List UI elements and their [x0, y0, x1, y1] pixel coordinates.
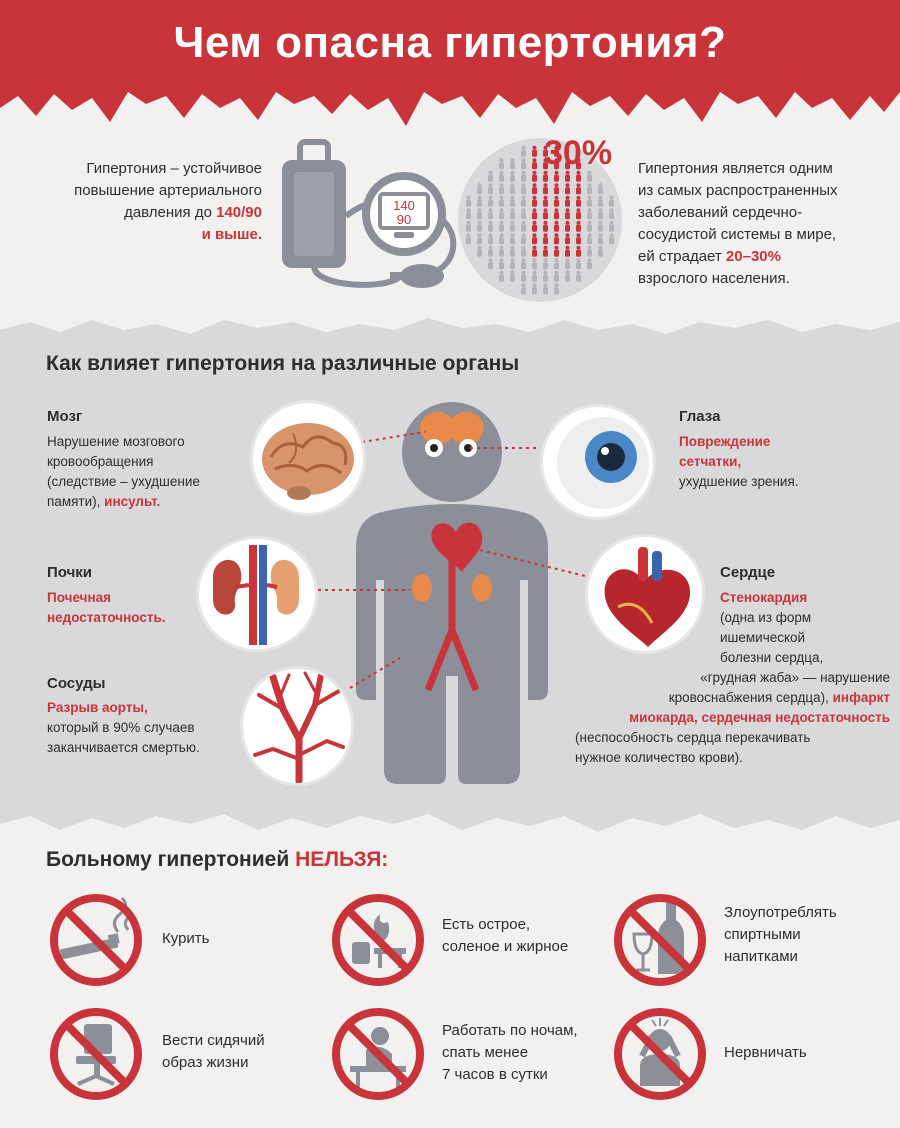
person-icon: [477, 208, 482, 219]
person-icon: [565, 233, 570, 244]
person-icon: [477, 221, 482, 232]
person-icon: [554, 271, 559, 282]
person-icon: [587, 196, 592, 207]
person-icon: [477, 183, 482, 194]
person-icon: [576, 208, 581, 219]
ban-line: напитками: [724, 948, 798, 965]
person-icon: [609, 233, 614, 244]
ban-line: спиртными: [724, 926, 801, 943]
person-icon: [499, 258, 504, 269]
person-icon: [477, 246, 482, 257]
vessels-text: [47, 698, 239, 758]
kidneys-text: [47, 588, 197, 628]
eyes-line: ухудшение зрения.: [679, 474, 799, 489]
ban-label-food: [442, 914, 602, 958]
person-icon: [554, 233, 559, 244]
person-icon: [598, 233, 603, 244]
brain-title: Мозг: [47, 408, 83, 425]
person-icon: [499, 171, 504, 182]
person-icon: [532, 246, 537, 257]
ban-line: спать менее: [442, 1044, 529, 1061]
person-icon: [543, 233, 548, 244]
person-icon: [543, 196, 548, 207]
intro-left-prefix: давления до: [124, 204, 217, 221]
person-icon: [521, 283, 526, 294]
monitor-systolic: 140: [393, 198, 415, 213]
person-icon: [510, 271, 515, 282]
eyes-line: Повреждение: [679, 434, 771, 449]
person-icon: [576, 246, 581, 257]
person-icon: [521, 233, 526, 244]
heart-title: Сердце: [720, 564, 776, 581]
heart-line: (одна из форм: [720, 610, 812, 625]
organs-heading: Как влияет гипертония на различные органы: [46, 352, 520, 375]
heart-prefix: кровоснабжения сердца),: [668, 690, 833, 705]
person-icon: [532, 208, 537, 219]
intro-right-line: взрослого населения.: [638, 270, 790, 287]
person-icon: [488, 171, 493, 182]
person-icon: [587, 221, 592, 232]
forbidden-heading-accent: НЕЛЬЗЯ:: [295, 848, 389, 871]
percent-badge: 30%: [544, 134, 613, 172]
eye-icon: [543, 407, 653, 517]
kidneys-image: [196, 536, 318, 652]
person-icon: [488, 196, 493, 207]
person-icon: [554, 246, 559, 257]
person-icon: [532, 158, 537, 169]
ban-line: Есть острое,: [442, 916, 531, 933]
person-icon: [543, 283, 548, 294]
person-icon: [466, 233, 471, 244]
person-icon: [532, 271, 537, 282]
person-icon: [466, 196, 471, 207]
person-icon: [587, 246, 592, 257]
person-icon: [510, 171, 515, 182]
person-icon: [598, 183, 603, 194]
person-icon: [521, 196, 526, 207]
person-icon: [532, 233, 537, 244]
person-icon: [554, 258, 559, 269]
person-icon: [532, 196, 537, 207]
no-spicy-food-icon: [330, 892, 426, 988]
ban-label-smoking: [162, 928, 302, 950]
person-icon: [521, 246, 526, 257]
person-icon: [499, 158, 504, 169]
person-icon: [510, 258, 515, 269]
intro-left-line: и выше.: [201, 226, 262, 243]
heart-icon: [588, 537, 702, 651]
person-icon: [587, 258, 592, 269]
person-icon: [565, 258, 570, 269]
no-alcohol-icon: [612, 892, 708, 988]
ban-line: образ жизни: [162, 1054, 249, 1071]
person-icon: [587, 208, 592, 219]
person-icon: [554, 221, 559, 232]
no-sedentary-icon: [48, 1006, 144, 1102]
ban-label-night-work: [442, 1020, 612, 1086]
person-icon: [510, 246, 515, 257]
heart-text-top: [720, 588, 890, 668]
heart-line: [560, 688, 890, 708]
kidneys-title: Почки: [47, 564, 93, 581]
intro-left-line: [40, 202, 262, 224]
person-icon: [532, 283, 537, 294]
prevalence-value: 20–30%: [725, 248, 781, 265]
person-icon: [543, 271, 548, 282]
heart-line: миокарда, сердечная недостаточность: [629, 710, 890, 725]
person-icon: [576, 271, 581, 282]
person-icon: [609, 196, 614, 207]
heart-line: (неспособность сердца перекачивать: [575, 730, 811, 745]
person-icon: [576, 233, 581, 244]
person-icon: [532, 258, 537, 269]
intro-right-text: [638, 158, 888, 290]
brain-danger: инсульт.: [104, 494, 161, 509]
ban-line: 7 часов в сутки: [442, 1066, 548, 1083]
no-stress-icon: [612, 1006, 708, 1102]
vessels-line: который в 90% случаев: [47, 720, 195, 735]
person-icon: [521, 221, 526, 232]
vessels-icon: [243, 669, 351, 783]
monitor-diastolic: 90: [396, 212, 412, 227]
brain-icon: [253, 403, 363, 513]
no-night-work-icon: [330, 1006, 426, 1102]
brain-text: [47, 432, 247, 512]
person-icon: [598, 196, 603, 207]
brain-line: Нарушение мозгового: [47, 434, 185, 449]
kidneys-icon: [199, 539, 315, 649]
person-icon: [576, 221, 581, 232]
person-icon: [510, 233, 515, 244]
brain-prefix: памяти),: [47, 494, 105, 509]
heart-line: ишемической: [720, 630, 806, 645]
person-icon: [466, 208, 471, 219]
forbidden-heading: [46, 848, 388, 872]
person-icon: [598, 221, 603, 232]
brain-line: (следствие – ухудшение: [47, 474, 200, 489]
page-title: Чем опасна гипертония?: [173, 18, 727, 67]
person-icon: [543, 258, 548, 269]
person-icon: [510, 196, 515, 207]
person-icon: [554, 283, 559, 294]
kidneys-line: недостаточность.: [47, 610, 166, 625]
person-icon: [466, 221, 471, 232]
person-icon: [488, 246, 493, 257]
person-icon: [521, 183, 526, 194]
person-icon: [543, 183, 548, 194]
person-icon: [521, 208, 526, 219]
person-icon: [499, 233, 504, 244]
intro-left-text: [40, 158, 262, 246]
ban-label-sedentary: [162, 1030, 312, 1074]
person-icon: [576, 258, 581, 269]
vessels-title: Сосуды: [47, 675, 106, 692]
ban-label-stress: [724, 1042, 874, 1064]
ban-line: Курить: [162, 930, 210, 947]
ban-line: Злоупотреблять: [724, 904, 837, 921]
person-icon: [521, 258, 526, 269]
person-icon: [510, 208, 515, 219]
brain-image: [250, 400, 366, 516]
vessels-line: заканчивается смертью.: [47, 740, 200, 755]
pressure-threshold: 140/90: [216, 204, 262, 221]
person-icon: [532, 221, 537, 232]
heart-line: Стенокардия: [720, 590, 808, 605]
person-icon: [532, 146, 537, 157]
person-icon: [576, 196, 581, 207]
intro-right-line: заболеваний сердечно-: [638, 204, 803, 221]
person-icon: [499, 183, 504, 194]
person-icon: [565, 221, 570, 232]
person-icon: [565, 208, 570, 219]
eyes-text: [679, 432, 879, 492]
person-icon: [565, 183, 570, 194]
person-icon: [532, 183, 537, 194]
person-icon: [565, 196, 570, 207]
person-icon: [510, 183, 515, 194]
heart-line: болезни сердца,: [720, 650, 824, 665]
intro-right-line: [638, 246, 888, 268]
person-icon: [576, 183, 581, 194]
heart-line: «грудная жаба» — нарушение: [700, 670, 890, 685]
person-icon: [521, 158, 526, 169]
ban-line: соленое и жирное: [442, 938, 569, 955]
vessels-line: Разрыв аорты,: [47, 700, 148, 715]
heart-text-bottom: [560, 668, 890, 728]
blood-pressure-monitor-icon: [270, 138, 470, 298]
person-icon: [499, 246, 504, 257]
person-icon: [488, 221, 493, 232]
person-icon: [499, 196, 504, 207]
person-icon: [499, 221, 504, 232]
person-icon: [609, 221, 614, 232]
ban-line: Вести сидячий: [162, 1032, 265, 1049]
heart-line: нужное количество крови).: [575, 750, 743, 765]
person-icon: [587, 233, 592, 244]
person-icon: [565, 246, 570, 257]
person-icon: [499, 208, 504, 219]
person-icon: [554, 196, 559, 207]
person-icon: [598, 208, 603, 219]
person-icon: [521, 146, 526, 157]
heart-text-end: [575, 728, 875, 768]
person-icon: [587, 183, 592, 194]
intro-right-line: из самых распространенных: [638, 182, 838, 199]
person-icon: [565, 271, 570, 282]
person-icon: [499, 271, 504, 282]
brain-line: кровообращения: [47, 454, 154, 469]
person-icon: [543, 221, 548, 232]
person-icon: [543, 246, 548, 257]
intro-left-line: повышение артериального: [74, 182, 262, 199]
intro-right-prefix: ей страдает: [638, 248, 726, 265]
person-icon: [554, 183, 559, 194]
person-icon: [609, 208, 614, 219]
person-icon: [488, 208, 493, 219]
person-icon: [598, 246, 603, 257]
ban-label-alcohol: [724, 902, 884, 968]
person-icon: [477, 233, 482, 244]
intro-left-line: Гипертония – устойчивое: [86, 160, 262, 177]
heart-danger: инфаркт: [832, 690, 890, 705]
person-icon: [521, 171, 526, 182]
person-icon: [477, 196, 482, 207]
vessels-image: [240, 666, 354, 786]
person-icon: [510, 158, 515, 169]
brain-line: [47, 492, 247, 512]
heart-image: [585, 534, 705, 654]
person-icon: [532, 171, 537, 182]
person-icon: [554, 208, 559, 219]
eyes-title: Глаза: [679, 408, 721, 425]
person-icon: [543, 208, 548, 219]
no-smoking-icon: [48, 892, 144, 988]
intro-right-line: Гипертония является одним: [638, 160, 833, 177]
intro-right-line: сосудистой системы в мире,: [638, 226, 837, 243]
ban-line: Работать по ночам,: [442, 1022, 578, 1039]
forbidden-heading-prefix: Больному гипертонией: [46, 848, 296, 871]
ban-line: Нервничать: [724, 1044, 807, 1061]
person-icon: [488, 233, 493, 244]
person-icon: [488, 258, 493, 269]
person-icon: [510, 221, 515, 232]
person-icon: [521, 271, 526, 282]
person-icon: [488, 183, 493, 194]
kidneys-line: Почечная: [47, 590, 111, 605]
eye-image: [540, 404, 656, 520]
eyes-line: сетчатки,: [679, 454, 742, 469]
